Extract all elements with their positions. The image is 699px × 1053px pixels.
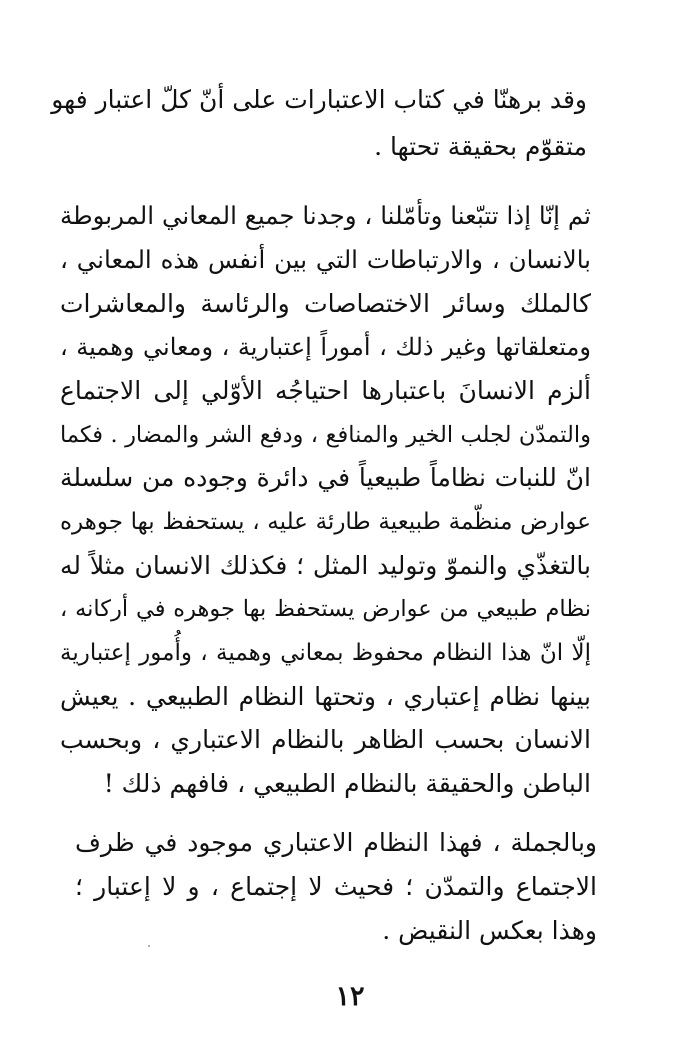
paragraph-3-line-2: الاجتماع والتمدّن ؛ فحيث لا إجتماع ، و لا إعتبار ؛ xyxy=(75,872,597,901)
paragraph-1-line-2: متقوّم بحقيقة تحتها . xyxy=(374,132,587,161)
scan-speck xyxy=(148,945,150,947)
paragraph-2-line-8: عوارض منظّمة طبيعية طارئة عليه ، يستحفظ بها جوهره xyxy=(60,509,591,535)
paragraph-2-line-1: ثم إنّا إذا تتبّعنا وتأمّلنا ، وجدنا جميع المعاني المربوطة xyxy=(60,201,591,230)
paragraph-2-line-3: كالملك وسائر الاختصاصات والرئاسة والمعاشرات xyxy=(60,289,591,318)
paragraph-2-line-4: ومتعلقاتها وغير ذلك ، أموراً إعتبارية ، ومعاني وهمية ، xyxy=(60,333,591,361)
paragraph-3-line-1: وبالجملة ، فهذا النظام الاعتباري موجود في ظرف xyxy=(75,828,597,857)
paragraph-1-line-1: وقد برهنّا في كتاب الاعتبارات على أنّ كلّ اعتبار فهو xyxy=(51,85,587,114)
page-number: ١٢ xyxy=(335,981,365,1012)
paragraph-2-line-9: بالتغذّي والنموّ وتوليد المثل ؛ فكذلك الانسان مثلاً له xyxy=(60,551,591,580)
paragraph-2-line-2: بالانسان ، والارتباطات التي بين أنفس هذه المعاني ، xyxy=(60,245,591,274)
paragraph-2-line-5: ألزم الانسانَ باعتبارها احتياجُه الأوّلي إلى الاجتماع xyxy=(60,376,591,405)
paragraph-2-line-13: الانسان بحسب الظاهر بالنظام الاعتباري ، وبحسب xyxy=(60,725,591,754)
paragraph-2-line-12: بينها نظام إعتباري ، وتحتها النظام الطبيعي . يعيش xyxy=(60,682,591,711)
paragraph-3-line-3: وهذا بعكس النقيض . xyxy=(382,916,597,945)
paragraph-2-line-10: نظام طبيعي من عوارض يستحفظ بها جوهره في أركانه ، xyxy=(60,596,591,622)
paragraph-2-line-11: إلّا انّ هذا النظام محفوظ بمعاني وهمية ، وأُمور إعتبارية xyxy=(60,640,591,666)
paragraph-2-line-7: انّ للنبات نظاماً طبيعياً في دائرة وجوده من سلسلة xyxy=(60,463,591,492)
paragraph-2-line-6: والتمدّن لجلب الخير والمنافع ، ودفع الشر والمضار . فكما xyxy=(60,422,591,448)
paragraph-2-line-14: الباطن والحقيقة بالنظام الطبيعي ، فافهم ذلك ! xyxy=(103,769,591,798)
